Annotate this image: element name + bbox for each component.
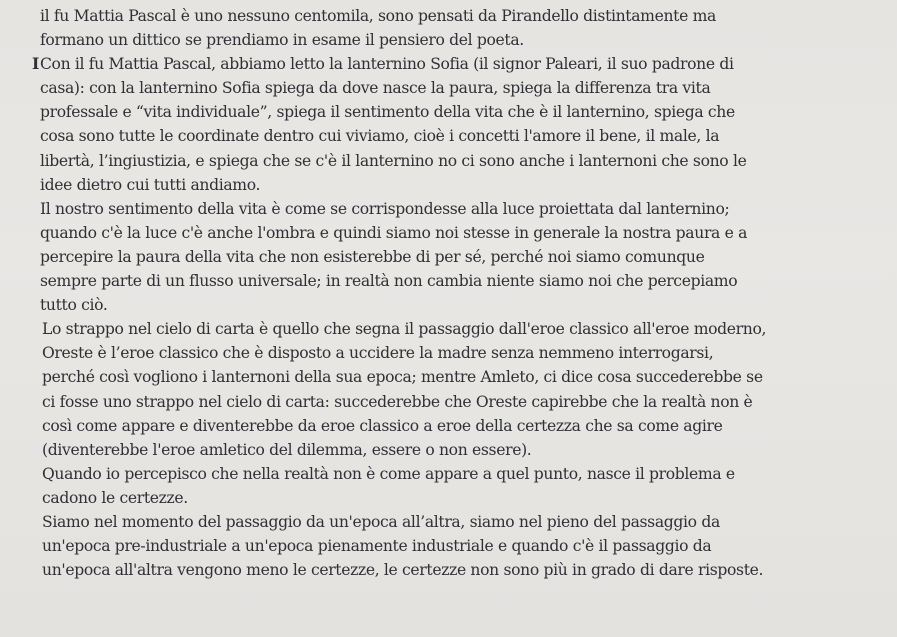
text-line: ci fosse uno strappo nel cielo di carta: succederebbe che Oreste capirebbe che la realtà non è: [42, 392, 753, 411]
text-line: Il nostro sentimento della vita è come se corrispondesse alla luce proiettata dal lanternino;: [40, 199, 730, 218]
text-line: un'epoca pre-industriale a un'epoca pienamente industriale e quando c'è il passaggio da: [42, 537, 712, 556]
text-line: Quando io percepisco che nella realtà non è come appare a quel punto, nasce il problema e: [42, 464, 735, 483]
paragraph-1: [0, 4, 879, 52]
text-line: tutto ciò.: [40, 296, 108, 315]
text-line: idee dietro cui tutti andiamo.: [40, 175, 261, 194]
paragraph-3: [0, 197, 879, 317]
text-line: casa): con la lanternino Sofia spiega da dove nasce la paura, spiega la differenza tra vita: [40, 79, 711, 98]
text-line: [0, 52, 879, 76]
text-line: cadono le certezze.: [42, 488, 188, 507]
text-line: così come appare e diventerebbe da eroe classico a eroe della certezza che sa come agire: [42, 416, 723, 435]
text-line: sempre parte di un flusso universale; in realtà non cambia niente siamo noi che percepiamo: [40, 272, 738, 291]
text-line: il fu Mattia Pascal è uno nessuno centomila, sono pensati da Pirandello distintamente ma: [40, 7, 716, 25]
text-line: cosa sono tutte le coordinate dentro cui viviamo, cioè i concetti l'amore il bene, il male, la: [40, 127, 720, 146]
text-line: Siamo nel momento del passaggio da un'epoca all’altra, siamo nel pieno del passaggio da: [42, 512, 720, 531]
text-line: libertà, l’ingiustizia, e spiega che se c'è il lanternino no ci sono anche i lanternoni che sono le: [40, 151, 747, 170]
text-line: un'epoca all'altra vengono meno le certezze, le certezze non sono più in grado di dare risposte.: [42, 561, 764, 580]
text-line: Oreste è l’eroe classico che è disposto a uccidere la madre senza nemmeno interrogarsi,: [42, 344, 714, 363]
text-line: quando c'è la luce c'è anche l'ombra e quindi siamo noi stesse in generale la nostra paura e a: [40, 223, 748, 242]
text-line: (diventerebbe l'eroe amletico del dilemma, essere o non essere).: [42, 440, 532, 459]
text-line: perché così vogliono i lanternoni della sua epoca; mentre Amleto, ci dice cosa succederebbe se: [42, 368, 763, 387]
paragraph-2: [0, 52, 879, 197]
text-line: professale e “vita individuale”, spiega il sentimento della vita che è il lanternino, spiega che: [40, 103, 735, 122]
paragraph-4: [0, 317, 879, 462]
text-line: Lo strappo nel cielo di carta è quello che segna il passaggio dall'eroe classico all'eroe moderno,: [42, 320, 767, 339]
paragraph-6: [0, 510, 879, 582]
text-cursor-icon: I: [32, 54, 39, 74]
paragraph-5: [0, 462, 879, 510]
text-line: formano un dittico se prendiamo in esame il pensiero del poeta.: [40, 31, 524, 50]
text-line: percepire la paura della vita che non esisterebbe di per sé, perché noi siamo comunque: [40, 247, 705, 266]
text-line-content: Con il fu Mattia Pascal, abbiamo letto la lanternino Sofia (il signor Paleari, il suo padrone di: [39, 55, 734, 74]
